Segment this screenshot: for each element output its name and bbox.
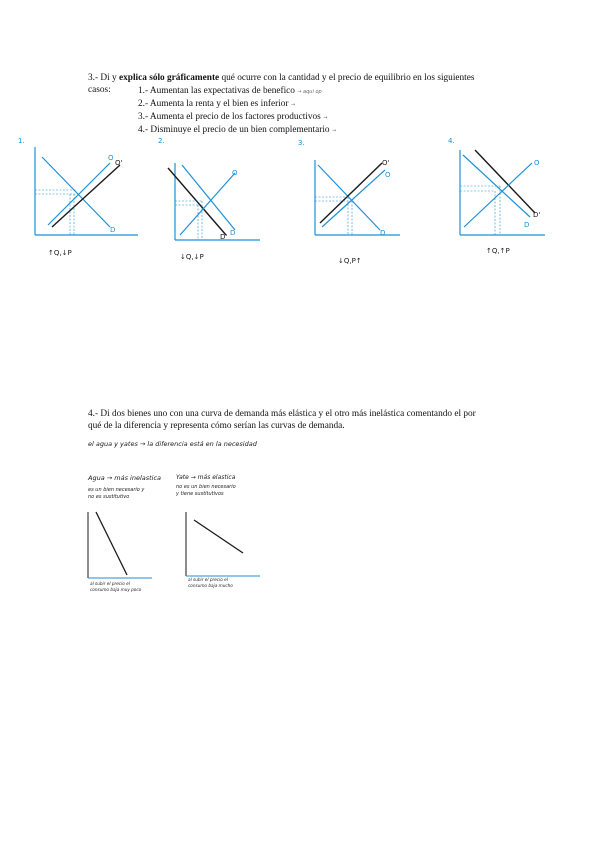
q4-left-caption: al subir el precio el consumo baja muy poco <box>90 581 142 592</box>
q3-item-1: 1.- Aumentan las expectativas de benefico → aqui op <box>138 86 322 96</box>
q3-line1: 3.- Di y explica sólo gráficamente qué ocurre con la cantidad y el precio de equilibrio en los siguientes <box>88 73 475 83</box>
graph-4 <box>440 135 580 265</box>
graph-4-demand-shift <box>475 150 535 213</box>
q4-right-demand-line <box>194 520 243 553</box>
q3-items <box>138 85 336 137</box>
q4-left-desc: es un bien necesario y no es sustitutivo <box>88 487 145 500</box>
svg-text:O: O <box>385 171 391 179</box>
q4-right-caption: al subir el precio el consumo baja mucho <box>188 577 233 588</box>
svg-text:O: O <box>534 159 540 167</box>
graph-1-supply-shift <box>52 165 120 227</box>
q3-item-4: 4.- Disminuye el precio de un bien complementario → <box>138 125 337 135</box>
graph-4-result: ↑Q,↑P <box>486 247 510 255</box>
q4-line2: qué de la diferencia y representa cómo serían las curvas de demanda. <box>88 421 345 431</box>
q4-left-demand-line <box>96 512 127 575</box>
graph-1-demand <box>42 157 110 227</box>
q4-right-title: Yate → más elastica <box>176 474 236 481</box>
graph-2-demand <box>182 165 235 230</box>
svg-text:D: D <box>524 221 530 229</box>
svg-text:O': O' <box>115 159 123 167</box>
graph-1-result: ↑Q,↓P <box>48 249 72 257</box>
graph-3-supply-shift <box>320 163 382 223</box>
svg-text:D: D <box>230 229 236 237</box>
q4-line1: 4.- Di dos bienes uno con una curva de demanda más elástica y el otro más inelástica comentando el por <box>88 409 476 419</box>
q3-line2: casos: <box>88 85 111 95</box>
svg-text:O: O <box>108 154 114 162</box>
svg-text:D': D' <box>533 211 541 219</box>
graph-2-result: ↓Q,↓P <box>180 253 204 261</box>
q4-left-graph <box>80 508 160 583</box>
graph-3-number: 3. <box>298 139 305 147</box>
graph-4-number: 4. <box>448 137 455 145</box>
graph-2 <box>150 135 280 265</box>
svg-text:D: D <box>110 226 116 234</box>
q4-hand-intro: el agua y yates → la diferencia está en la necesidad <box>88 440 257 448</box>
svg-text:O: O <box>232 169 238 177</box>
q4-right-desc: no es un bien necesario y tiene sustitutivos <box>176 484 236 497</box>
q4-right-graph <box>180 508 265 583</box>
graph-2-number: 2. <box>158 137 165 145</box>
graph-1-number: 1. <box>18 137 25 145</box>
graph-1 <box>10 135 140 265</box>
svg-text:D: D <box>380 229 386 237</box>
svg-text:O': O' <box>382 159 390 167</box>
graph-2-demand-shift <box>168 168 226 235</box>
graph-3-result: ↓Q,P↑ <box>338 257 362 265</box>
graph-2-supply <box>180 173 235 235</box>
graph-4-supply <box>464 163 532 227</box>
q3-item-2: 2.- Aumenta la renta y el bien es inferior → <box>138 99 296 109</box>
q3-item-3: 3.- Aumenta el precio de los factores productivos → <box>138 112 328 122</box>
graph-3 <box>290 135 420 265</box>
q4-left-title: Agua → más inelastica <box>88 474 162 482</box>
svg-text:D': D' <box>220 233 228 241</box>
